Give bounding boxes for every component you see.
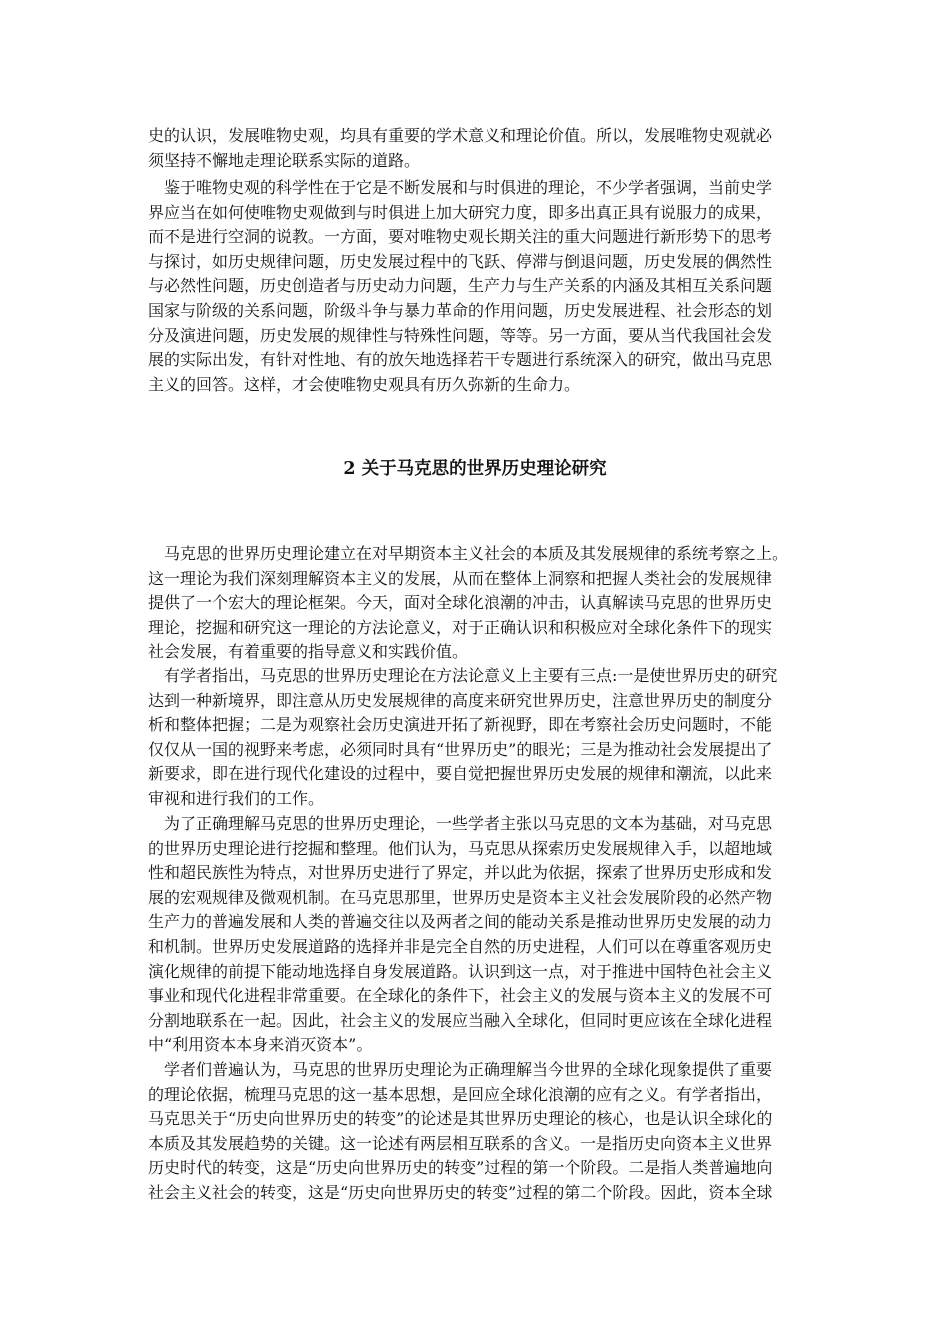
text-line: 达到一种新境界，即注意从历史发展规律的高度来研究世界历史，注意世界历史的制度分 bbox=[148, 690, 773, 710]
paragraph-historical-materialism bbox=[148, 176, 820, 397]
text-line: 马克思关于“历史向世界历史的转变”的论述是其世界历史理论的核心，也是认识全球化的 bbox=[148, 1109, 773, 1129]
text-line: 提供了一个宏大的理论框架。今天，面对全球化浪潮的冲击，认真解读马克思的世界历史 bbox=[148, 593, 773, 613]
text-line: 分割地联系在一起。因此，社会主义的发展应当融入全球化，但同时更应该在全球化进程 bbox=[148, 1010, 773, 1030]
text-line: 界应当在如何使唯物史观做到与时俱进上加大研究力度，即多出真正具有说服力的成果， bbox=[148, 202, 773, 222]
text-line: 生产力的普遍发展和人类的普遍交往以及两者之间的能动关系是推动世界历史发展的动力 bbox=[148, 912, 773, 932]
paragraph-methodology bbox=[148, 664, 820, 812]
text-line: 须坚持不懈地走理论联系实际的道路。 bbox=[148, 150, 421, 170]
text-line: 为了正确理解马克思的世界历史理论，一些学者主张以马克思的文本为基础，对马克思 bbox=[148, 814, 773, 833]
text-line: 马克思的世界历史理论建立在对早期资本主义社会的本质及其发展规律的系统考察之上。 bbox=[148, 544, 789, 563]
section-heading: 2 关于马克思的世界历史理论研究 bbox=[343, 459, 607, 479]
text-line: 社会主义社会的转变，这是“历史向世界历史的转变”过程的第二个阶段。因此，资本全球 bbox=[148, 1182, 773, 1202]
text-line: 历史时代的转变，这是“历史向世界历史的转变”过程的第一个阶段。二是指人类普遍地向 bbox=[148, 1158, 773, 1178]
paragraph-textual-analysis bbox=[148, 812, 820, 1058]
text-line: 与必然性问题，历史创造者与历史动力问题，生产力与生产关系的内涵及其相互关系问题 bbox=[148, 276, 773, 296]
text-line: 性和超民族性为特点，对世界历史进行了界定，并以此为依据，探索了世界历史形成和发 bbox=[148, 863, 773, 883]
text-line: 这一理论为我们深刻理解资本主义的发展，从而在整体上洞察和把握人类社会的发展规律 bbox=[148, 568, 773, 588]
text-line: 主义的回答。这样，才会使唯物史观具有历久弥新的生命力。 bbox=[148, 374, 581, 394]
text-line: 仅仅从一国的视野来考虑，必须同时具有“世界历史”的眼光；三是为推动社会发展提出了 bbox=[148, 739, 773, 759]
text-line: 史的认识，发展唯物史观，均具有重要的学术意义和理论价值。所以，发展唯物史观就必 bbox=[148, 126, 773, 145]
text-line: 社会发展，有着重要的指导意义和实践价值。 bbox=[148, 642, 469, 662]
text-line: 而不是进行空洞的说教。一方面，要对唯物史观长期关注的重大问题进行新形势下的思考 bbox=[148, 227, 773, 247]
text-line: 鉴于唯物史观的科学性在于它是不断发展和与时俱进的理论，不少学者强调，当前史学 bbox=[148, 178, 773, 197]
text-line: 中“利用资本本身来消灭资本”。 bbox=[148, 1035, 373, 1055]
text-line: 新要求，即在进行现代化建设的过程中，要自觉把握世界历史发展的规律和潮流，以此来 bbox=[148, 764, 773, 784]
text-line: 与探讨，如历史规律问题，历史发展过程中的飞跃、停滞与倒退问题，历史发展的偶然性 bbox=[148, 251, 773, 271]
text-line: 理论，挖掘和研究这一理论的方法论意义，对于正确认识和积极应对全球化条件下的现实 bbox=[148, 617, 773, 637]
text-line: 展的宏观规律及微观机制。在马克思那里，世界历史是资本主义社会发展阶段的必然产物 bbox=[148, 887, 773, 907]
text-line: 分及演进问题，历史发展的规律性与特殊性问题，等等。另一方面，要从当代我国社会发 bbox=[148, 325, 773, 345]
text-line: 国家与阶级的关系问题，阶级斗争与暴力革命的作用问题，历史发展进程、社会形态的划 bbox=[148, 300, 773, 320]
text-line: 本质及其发展趋势的关键。这一论述有两层相互联系的含义。一是指历史向资本主义世界 bbox=[148, 1133, 773, 1153]
paragraph-world-history-intro bbox=[148, 542, 820, 665]
paragraph-continuation bbox=[148, 124, 820, 173]
text-line: 的理论依据，梳理马克思的这一基本思想，是回应全球化浪潮的应有之义。有学者指出， bbox=[148, 1084, 773, 1104]
text-line: 演化规律的前提下能动地选择自身发展道路。认识到这一点，对于推进中国特色社会主义 bbox=[148, 961, 773, 981]
text-line: 析和整体把握；二是为观察社会历史演进开拓了新视野，即在考察社会历史问题时，不能 bbox=[148, 715, 773, 735]
text-line: 学者们普遍认为，马克思的世界历史理论为正确理解当今世界的全球化现象提供了重要 bbox=[148, 1060, 773, 1079]
text-line: 的世界历史理论进行挖掘和整理。他们认为，马克思从探索历史发展规律入手，以超地域 bbox=[148, 838, 773, 858]
paragraph-globalization bbox=[148, 1058, 820, 1206]
text-line: 和机制。世界历史发展道路的选择并非是完全自然的历史进程，人们可以在尊重客观历史 bbox=[148, 936, 773, 956]
text-line: 审视和进行我们的工作。 bbox=[148, 788, 325, 808]
text-line: 有学者指出，马克思的世界历史理论在方法论意义上主要有三点:一是使世界历史的研究 bbox=[148, 666, 778, 685]
text-line: 事业和现代化进程非常重要。在全球化的条件下，社会主义的发展与资本主义的发展不可 bbox=[148, 986, 773, 1006]
text-line: 展的实际出发，有针对性地、有的放矢地选择若干专题进行系统深入的研究，做出马克思 bbox=[148, 350, 773, 370]
